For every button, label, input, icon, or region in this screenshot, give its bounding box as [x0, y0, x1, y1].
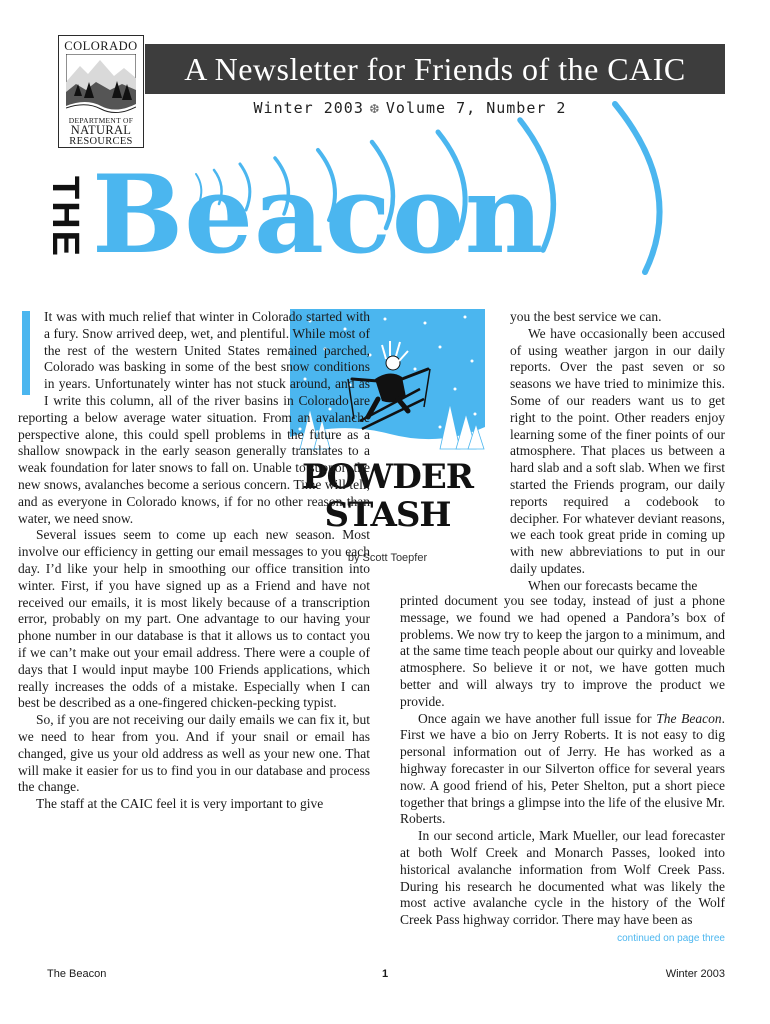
footer-publication: The Beacon: [47, 968, 107, 980]
right-paragraph-1: printed document you see today, instead of just a phone message, we found we had opened a Pandora’s box of problems. We now try to keep the jargon to a minimum, and at the same time teach people about our quirky and loveable atmosphere. So believe it or not, we have gotten much better and will always try to improve the product we provide.: [400, 593, 725, 709]
snowflake-icon: ❆: [369, 99, 380, 117]
right-top-paragraph-2: We have occasionally been accused of using weather jargon in our daily reports. Over the past seven or so seasons we have tried to minimize this. Some of our readers want us to get right to the point. Other readers enjoy learning some of the finer points of our atmosphere. That places us between a hard slab and a soft slab. When we first started the Friends program, our daily reports required a codebook to decipher. For whatever deviant reasons, we each took great pride in coming up with new abbreviations to put in our daily updates.: [510, 325, 725, 576]
art-title-line2: STASH: [324, 495, 451, 535]
right-paragraph-2: Once again we have another full issue for The Beacon. First we have a bio on Jerry Roberts. It is not easy to dig personal information out of Jerry. He has worked as a highway forecaster in our Silverton office for several years now. A good friend of his, Peter Shelton, put a short piece together that brings a glimpse into the life of the elusive Mr. Roberts.: [400, 710, 726, 827]
logo-natural-text: NATURAL: [70, 123, 132, 137]
masthead-tagline: A Newsletter for Friends of the CAIC: [184, 51, 686, 87]
byline: by Scott Toepfer: [347, 552, 428, 564]
the-vertical-word: THE: [44, 176, 86, 258]
logo-colorado-text: COLORADO: [64, 39, 138, 53]
continued-link[interactable]: continued on page three: [617, 933, 725, 944]
right-top-paragraph-1: you the best service we can.: [510, 309, 662, 324]
newsletter-title: Beacon: [92, 152, 545, 278]
article-right-top-column: [510, 309, 725, 595]
art-title-line1: POWDER: [301, 457, 474, 497]
footer-issue: Winter 2003: [665, 968, 725, 980]
logo-department-text: DEPARTMENT OF: [68, 116, 134, 125]
footer-page-number: 1: [381, 968, 389, 980]
logo-resources-text: RESOURCES: [69, 136, 133, 147]
left-paragraph-1: It was with much relief that winter in Colorado started with a fury. Snow arrived deep, wet, and plentiful. While most of the rest of the western United States remained parched, Colorado was basking in some of the best snow conditions in years. Unfortunately winter has not stuck around, and as I write this column, all of the river basins in Colorado are reporting a below average water situation. From an avalanche perspective alone, this could spell problems in the future as a shallow snowpack in the early season generally translates to a weak foundation for later snows to fall on. Unable to support the new snows, avalanches become a serious concern. Time will tell, and as everyone in Colorado knows, if for no other reason than water, we need snow.: [18, 309, 370, 526]
publication-name: The Beacon: [656, 710, 722, 726]
left-paragraph-4: The staff at the CAIC feel it is very important to give: [36, 796, 324, 812]
right-paragraph-3: In our second article, Mark Mueller, our lead forecaster at both Wolf Creek and Monarch Passes, looked into historical avalanche information from Wolf Creek Pass. During his research he documented what was likely the most active avalanche cycle in the history of the Wolf Creek Pass highway corridor. There may have been as: [400, 828, 725, 928]
right-top-paragraph-3: When our forecasts became the: [528, 577, 698, 593]
issue-season: Winter 2003: [253, 99, 364, 117]
article-right-column: [400, 593, 725, 929]
drop-cap-bar: [22, 311, 30, 395]
left-paragraph-2: Several issues seem to come up each new season. Most involve our efficiency in getting our email messages to you each day. I’d like your help in smoothing our office transition into winter. First, if you have signed up as a Friend and have not received our emails, it is most likely because of a transcription error, probably on my part. One advantage to our having your phone number in our database is that it allows us to contact you if we can’t make out your email address. There were a couple of days that I would input maybe 100 Friends applications, which really increases the odds of a mistake. Especially when I can best be described as a one-fingered chicken-pecking typist.: [18, 527, 370, 711]
issue-volume: Volume 7, Number 2: [385, 99, 567, 117]
article-left-column: [18, 309, 370, 954]
left-paragraph-3: So, if you are not receiving our daily emails we can fix it, but we need to hear from you. And if your snail or email has changed, give us your old address as well as your new one. That will make it easier for us to find you in our database and process the change.: [18, 712, 370, 795]
